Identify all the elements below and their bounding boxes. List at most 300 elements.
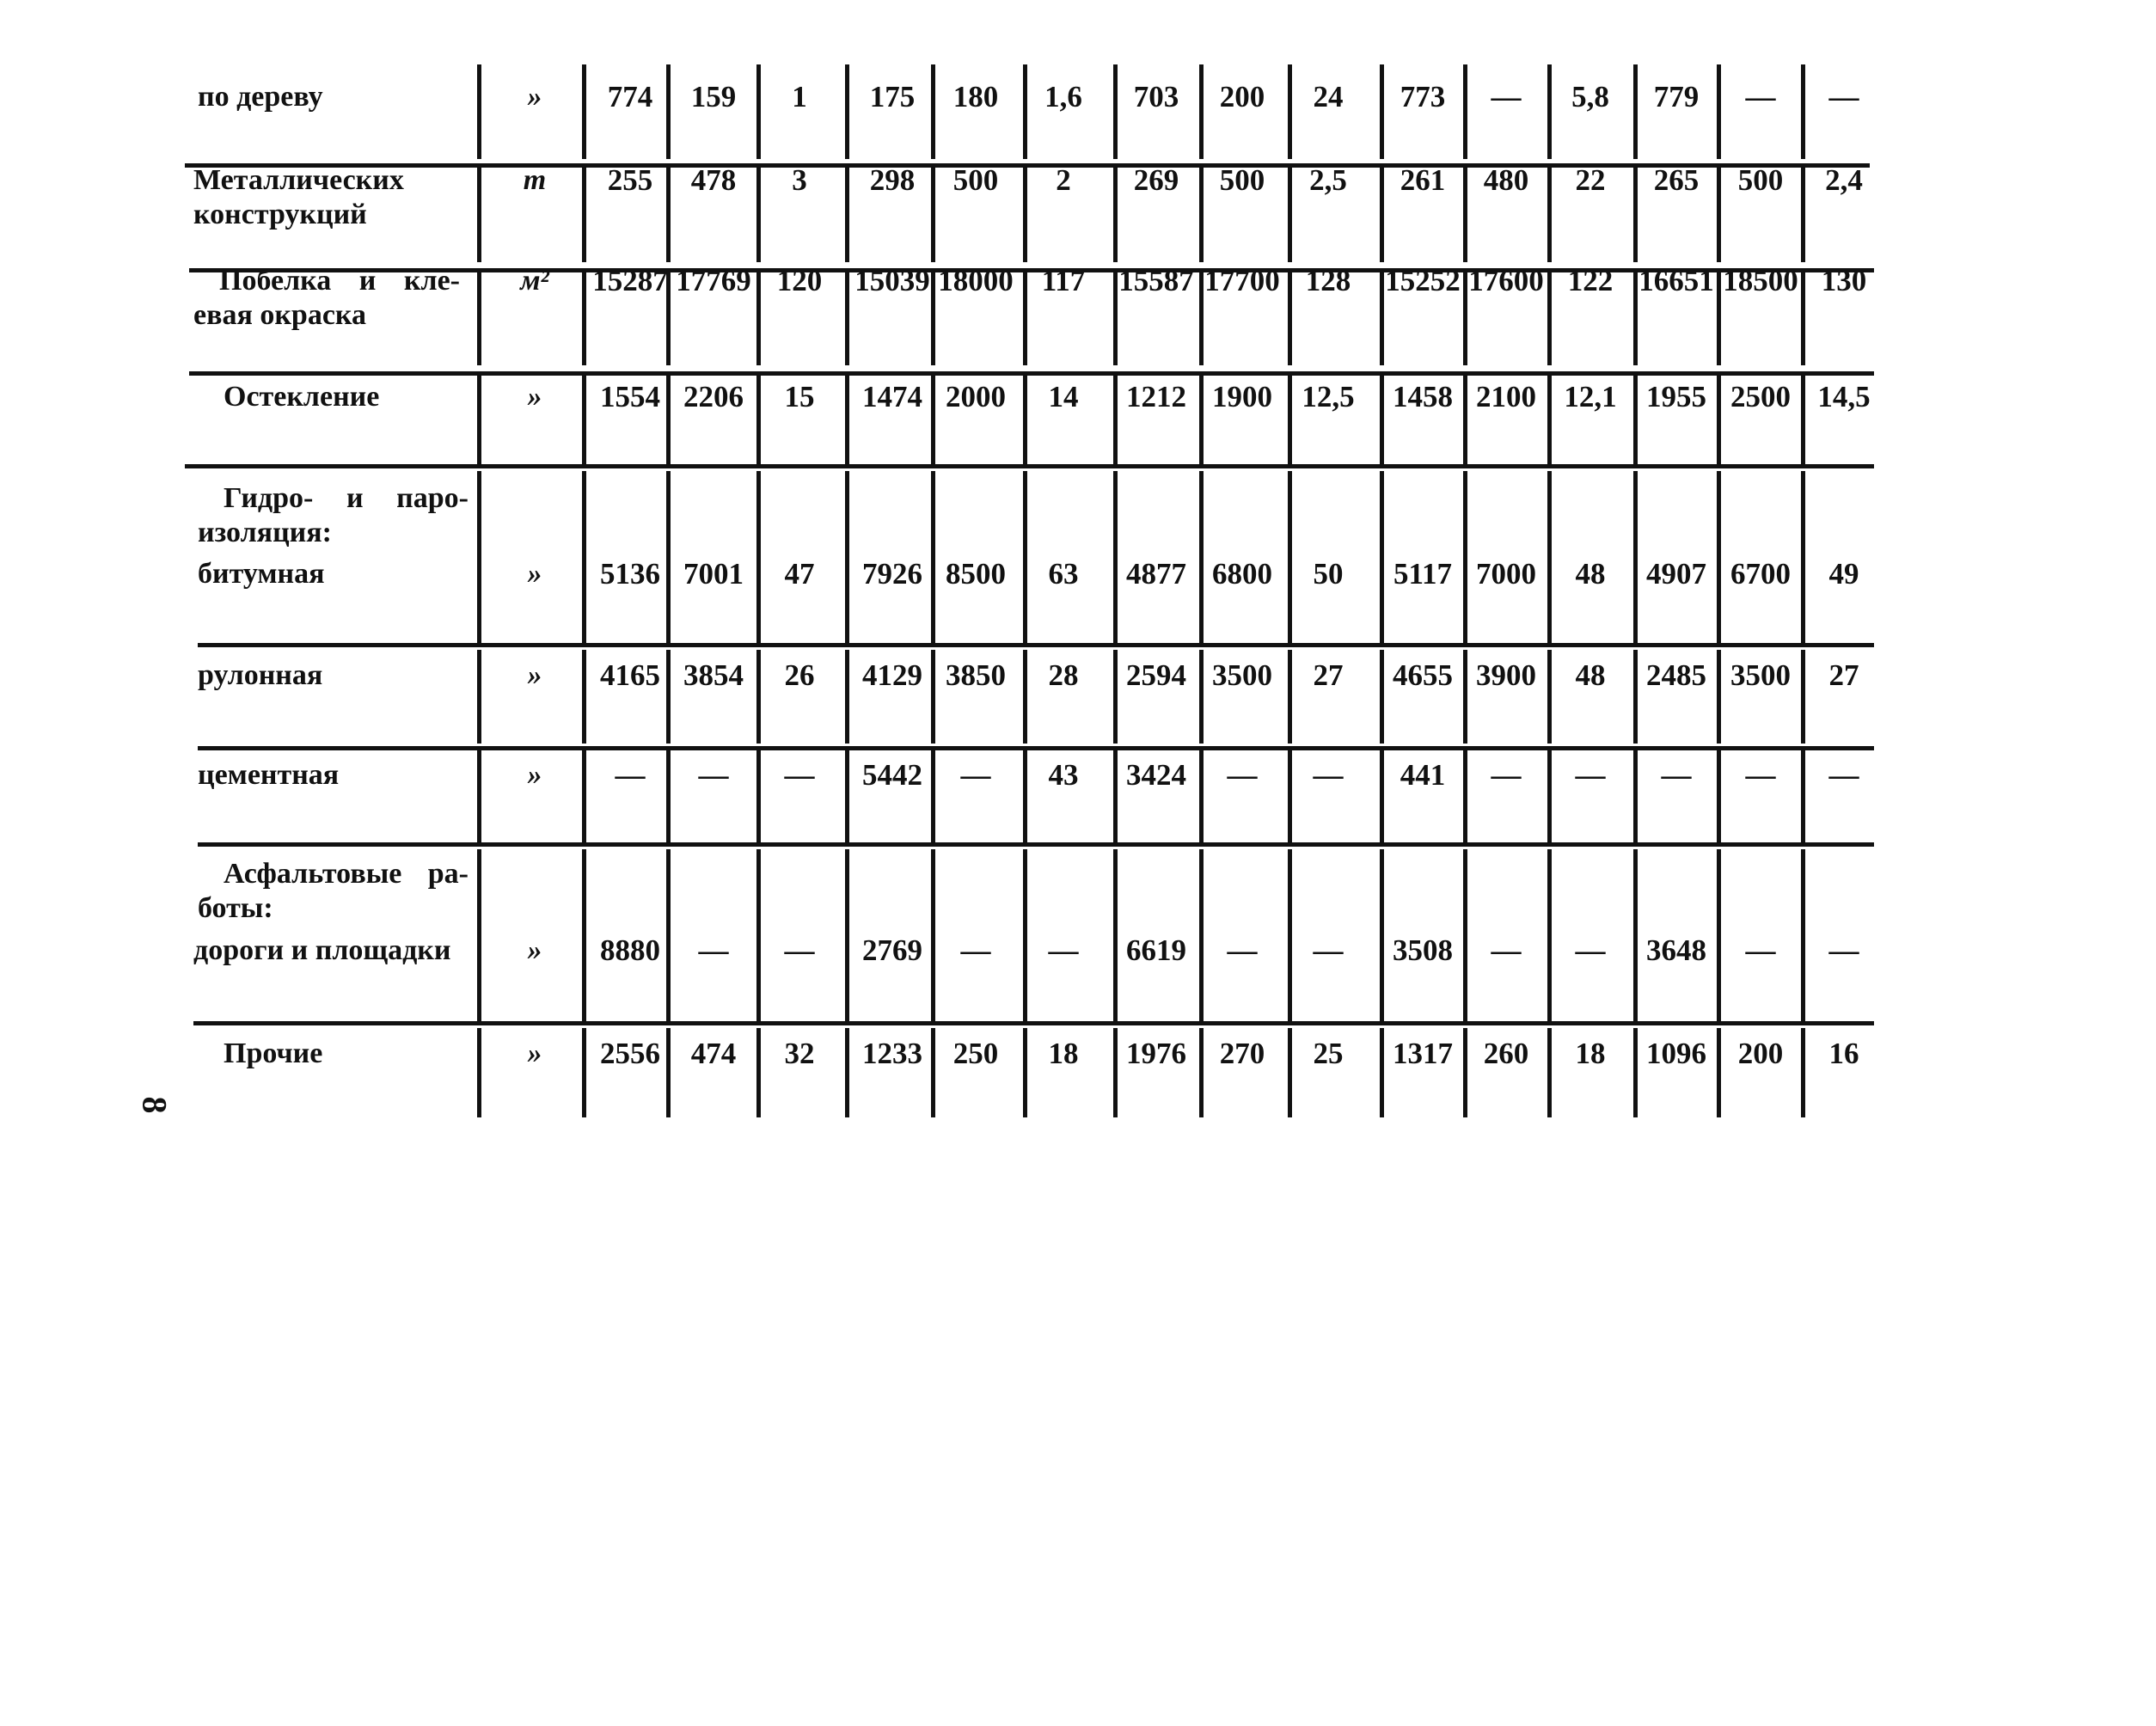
column-divider xyxy=(1717,471,1721,645)
table-cell: — xyxy=(1575,758,1606,792)
table-cell: 28 xyxy=(1048,658,1079,692)
column-divider xyxy=(1288,650,1292,744)
table-cell: — xyxy=(1661,758,1692,792)
table-cell: — xyxy=(1227,758,1258,792)
column-divider xyxy=(1199,750,1204,842)
column-divider xyxy=(931,750,935,842)
column-divider xyxy=(477,163,481,262)
table-cell: 2,4 xyxy=(1825,163,1863,197)
column-divider xyxy=(1801,650,1805,744)
table-cell: 500 xyxy=(952,163,999,197)
table-cell: 14,5 xyxy=(1817,380,1871,413)
table-cell: 18500 xyxy=(1723,264,1798,297)
column-divider xyxy=(1463,64,1467,159)
column-divider xyxy=(1380,64,1384,159)
table-cell: 17700 xyxy=(1204,264,1280,297)
column-divider xyxy=(1801,849,1805,1023)
column-divider xyxy=(845,1028,849,1117)
column-divider xyxy=(931,1028,935,1117)
unit-cell: » xyxy=(527,659,542,691)
column-divider xyxy=(1801,163,1805,262)
column-divider xyxy=(1113,750,1118,842)
column-divider xyxy=(756,1028,761,1117)
table-cell: 774 xyxy=(607,80,653,113)
column-divider xyxy=(1380,163,1384,262)
column-divider xyxy=(1023,371,1027,464)
row-divider xyxy=(198,643,1874,647)
row-divider xyxy=(198,842,1874,847)
column-divider xyxy=(1463,650,1467,744)
table-cell: 773 xyxy=(1400,80,1446,113)
unit-cell: т xyxy=(523,164,547,196)
column-divider xyxy=(1633,471,1638,645)
table-cell: 4129 xyxy=(862,658,922,692)
column-divider xyxy=(477,650,481,744)
table-cell: 3500 xyxy=(1212,658,1272,692)
column-divider xyxy=(845,64,849,159)
column-divider xyxy=(582,849,586,1023)
column-divider xyxy=(666,750,671,842)
column-divider xyxy=(1547,371,1552,464)
column-divider xyxy=(477,268,481,365)
column-divider xyxy=(1547,64,1552,159)
table-cell: 2000 xyxy=(946,380,1006,413)
column-divider xyxy=(1633,268,1638,365)
table-cell: 480 xyxy=(1483,163,1529,197)
column-divider xyxy=(1199,163,1204,262)
table-cell: 48 xyxy=(1575,658,1606,692)
table-cell: 122 xyxy=(1567,264,1614,297)
table-cell: 5,8 xyxy=(1571,80,1609,113)
table-cell: 8880 xyxy=(600,933,660,967)
table-cell: 32 xyxy=(784,1037,815,1070)
table-cell: 4655 xyxy=(1393,658,1453,692)
table-cell: 500 xyxy=(1737,163,1784,197)
row-label: Металлических xyxy=(193,164,404,196)
table-cell: — xyxy=(698,758,729,792)
column-divider xyxy=(582,471,586,645)
table-cell: 7000 xyxy=(1476,557,1536,591)
table-cell: 255 xyxy=(607,163,653,197)
column-divider xyxy=(931,650,935,744)
table-cell: 17769 xyxy=(676,264,751,297)
column-divider xyxy=(1547,750,1552,842)
table-cell: 47 xyxy=(784,557,815,591)
table-cell: 3500 xyxy=(1730,658,1791,692)
column-divider xyxy=(931,268,935,365)
column-divider xyxy=(845,750,849,842)
column-divider xyxy=(1717,163,1721,262)
table-cell: 2100 xyxy=(1476,380,1536,413)
table-cell: — xyxy=(1575,933,1606,967)
table-cell: 17600 xyxy=(1468,264,1544,297)
table-cell: 270 xyxy=(1219,1037,1265,1070)
table-cell: 27 xyxy=(1313,658,1344,692)
column-divider xyxy=(1463,371,1467,464)
table-cell: 43 xyxy=(1048,758,1079,792)
column-divider xyxy=(1199,471,1204,645)
table-cell: 269 xyxy=(1133,163,1179,197)
table-cell: 2,5 xyxy=(1309,163,1347,197)
row-label: изоляция: xyxy=(198,517,332,548)
table-cell: 250 xyxy=(952,1037,999,1070)
column-divider xyxy=(1199,849,1204,1023)
table-cell: 130 xyxy=(1821,264,1867,297)
table-cell: — xyxy=(1313,758,1344,792)
table-cell: 15 xyxy=(784,380,815,413)
column-divider xyxy=(1547,163,1552,262)
column-divider xyxy=(477,471,481,645)
row-divider xyxy=(189,371,1874,376)
table-cell: 1900 xyxy=(1212,380,1272,413)
column-divider xyxy=(1113,1028,1118,1117)
table-cell: 15039 xyxy=(854,264,930,297)
table-cell: 4877 xyxy=(1126,557,1186,591)
table-cell: 120 xyxy=(776,264,823,297)
table-cell: 24 xyxy=(1313,80,1344,113)
table-cell: 2556 xyxy=(600,1037,660,1070)
table-cell: — xyxy=(615,758,646,792)
table-cell: — xyxy=(1745,933,1776,967)
column-divider xyxy=(931,64,935,159)
column-divider xyxy=(666,371,671,464)
column-divider xyxy=(1717,371,1721,464)
table-cell: 260 xyxy=(1483,1037,1529,1070)
table-cell: 26 xyxy=(784,658,815,692)
table-cell: 1317 xyxy=(1393,1037,1453,1070)
column-divider xyxy=(477,750,481,842)
table-cell: 5136 xyxy=(600,557,660,591)
row-label: конструкций xyxy=(193,199,367,230)
table-cell: — xyxy=(1048,933,1079,967)
table-cell: 1976 xyxy=(1126,1037,1186,1070)
column-divider xyxy=(582,1028,586,1117)
row-label: Побелка и кле- xyxy=(219,265,460,297)
column-divider xyxy=(845,268,849,365)
table-cell: 1 xyxy=(792,80,807,113)
column-divider xyxy=(1023,849,1027,1023)
row-divider xyxy=(185,464,1874,468)
table-cell: — xyxy=(1828,80,1859,113)
column-divider xyxy=(1380,471,1384,645)
column-divider xyxy=(1717,650,1721,744)
table-cell: 18 xyxy=(1575,1037,1606,1070)
table-cell: 265 xyxy=(1653,163,1700,197)
column-divider xyxy=(666,64,671,159)
column-divider xyxy=(1199,64,1204,159)
unit-cell: » xyxy=(527,759,542,791)
table-cell: 16651 xyxy=(1638,264,1714,297)
table-cell: 15587 xyxy=(1118,264,1194,297)
table-cell: 50 xyxy=(1313,557,1344,591)
column-divider xyxy=(477,371,481,464)
table-cell: 1096 xyxy=(1646,1037,1706,1070)
column-divider xyxy=(1633,371,1638,464)
column-divider xyxy=(1717,1028,1721,1117)
table-cell: 2769 xyxy=(862,933,922,967)
unit-cell: » xyxy=(527,381,542,413)
table-cell: 128 xyxy=(1305,264,1351,297)
column-divider xyxy=(1288,750,1292,842)
table-cell: 261 xyxy=(1400,163,1446,197)
column-divider xyxy=(1717,268,1721,365)
column-divider xyxy=(582,268,586,365)
table-cell: 8500 xyxy=(946,557,1006,591)
row-label: битумная xyxy=(198,558,325,590)
table-cell: 180 xyxy=(952,80,999,113)
table-cell: 779 xyxy=(1653,80,1700,113)
column-divider xyxy=(756,650,761,744)
column-divider xyxy=(1113,650,1118,744)
column-divider xyxy=(931,849,935,1023)
table-cell: 3424 xyxy=(1126,758,1186,792)
column-divider xyxy=(756,371,761,464)
column-divider xyxy=(756,163,761,262)
table-cell: 7926 xyxy=(862,557,922,591)
row-label: по дереву xyxy=(198,81,323,113)
column-divider xyxy=(666,163,671,262)
table-cell: — xyxy=(1745,758,1776,792)
table-cell: 200 xyxy=(1737,1037,1784,1070)
table-cell: 4907 xyxy=(1646,557,1706,591)
table-cell: 1458 xyxy=(1393,380,1453,413)
row-divider xyxy=(185,163,1870,168)
table-cell: 4165 xyxy=(600,658,660,692)
column-divider xyxy=(666,1028,671,1117)
column-divider xyxy=(1113,849,1118,1023)
column-divider xyxy=(1633,849,1638,1023)
table-cell: 12,5 xyxy=(1302,380,1355,413)
table-cell: 200 xyxy=(1219,80,1265,113)
column-divider xyxy=(1023,163,1027,262)
table-cell: — xyxy=(1491,80,1522,113)
table-cell: 25 xyxy=(1313,1037,1344,1070)
column-divider xyxy=(582,371,586,464)
table-cell: 1955 xyxy=(1646,380,1706,413)
table-cell: 1233 xyxy=(862,1037,922,1070)
column-divider xyxy=(1023,750,1027,842)
table-cell: 15252 xyxy=(1385,264,1461,297)
table-cell: 14 xyxy=(1048,380,1079,413)
table-cell: 159 xyxy=(690,80,737,113)
column-divider xyxy=(1801,471,1805,645)
table-cell: 6800 xyxy=(1212,557,1272,591)
column-divider xyxy=(1717,849,1721,1023)
table-cell: 175 xyxy=(869,80,916,113)
table-cell: — xyxy=(1313,933,1344,967)
table-cell: 441 xyxy=(1400,758,1446,792)
column-divider xyxy=(756,750,761,842)
column-divider xyxy=(1023,268,1027,365)
column-divider xyxy=(1380,371,1384,464)
table-cell: — xyxy=(1828,933,1859,967)
column-divider xyxy=(1199,650,1204,744)
table-cell: 2594 xyxy=(1126,658,1186,692)
table-cell: 1474 xyxy=(862,380,922,413)
column-divider xyxy=(1633,750,1638,842)
column-divider xyxy=(1547,849,1552,1023)
table-cell: — xyxy=(960,933,991,967)
column-divider xyxy=(1463,849,1467,1023)
table-cell: 1212 xyxy=(1126,380,1186,413)
table-cell: 22 xyxy=(1575,163,1606,197)
table-cell: 2500 xyxy=(1730,380,1791,413)
table-cell: 3 xyxy=(792,163,807,197)
column-divider xyxy=(582,163,586,262)
table-cell: — xyxy=(1491,758,1522,792)
column-divider xyxy=(1547,471,1552,645)
column-divider xyxy=(1288,849,1292,1023)
unit-cell: » xyxy=(527,81,542,113)
row-label: Прочие xyxy=(224,1037,323,1069)
table-cell: 15287 xyxy=(592,264,668,297)
table-cell: 6700 xyxy=(1730,557,1791,591)
column-divider xyxy=(1113,268,1118,365)
column-divider xyxy=(845,471,849,645)
column-divider xyxy=(1463,163,1467,262)
column-divider xyxy=(1633,163,1638,262)
column-divider xyxy=(756,268,761,365)
row-label: цементная xyxy=(198,759,340,791)
column-divider xyxy=(1801,64,1805,159)
table-cell: — xyxy=(784,933,815,967)
unit-cell: » xyxy=(527,1037,542,1069)
table-cell: 5117 xyxy=(1393,557,1453,591)
table-cell: 49 xyxy=(1828,557,1859,591)
column-divider xyxy=(1717,750,1721,842)
row-label: рулонная xyxy=(198,659,323,691)
column-divider xyxy=(1801,750,1805,842)
column-divider xyxy=(582,650,586,744)
table-cell: 3508 xyxy=(1393,933,1453,967)
column-divider xyxy=(1199,1028,1204,1117)
table-cell: 500 xyxy=(1219,163,1265,197)
column-divider xyxy=(1380,750,1384,842)
table-cell: 3900 xyxy=(1476,658,1536,692)
row-label: Гидро- и паро- xyxy=(224,482,469,514)
table-cell: 1554 xyxy=(600,380,660,413)
table-cell: — xyxy=(960,758,991,792)
table-cell: — xyxy=(1745,80,1776,113)
column-divider xyxy=(1113,471,1118,645)
column-divider xyxy=(756,471,761,645)
table-cell: 3648 xyxy=(1646,933,1706,967)
column-divider xyxy=(931,371,935,464)
column-divider xyxy=(477,1028,481,1117)
table-cell: 474 xyxy=(690,1037,737,1070)
column-divider xyxy=(1547,1028,1552,1117)
row-label: евая окраска xyxy=(193,299,367,331)
column-divider xyxy=(1547,650,1552,744)
table-cell: 117 xyxy=(1041,264,1086,297)
row-label: дороги и площадки xyxy=(193,934,451,966)
column-divider xyxy=(1380,650,1384,744)
column-divider xyxy=(1717,64,1721,159)
row-label: Асфальтовые ра- xyxy=(224,858,469,890)
table-cell: — xyxy=(1491,933,1522,967)
column-divider xyxy=(756,64,761,159)
column-divider xyxy=(1633,1028,1638,1117)
column-divider xyxy=(582,64,586,159)
column-divider xyxy=(756,849,761,1023)
column-divider xyxy=(1113,371,1118,464)
column-divider xyxy=(1633,650,1638,744)
column-divider xyxy=(1023,1028,1027,1117)
column-divider xyxy=(1023,650,1027,744)
table-cell: 3854 xyxy=(683,658,744,692)
column-divider xyxy=(845,163,849,262)
table-cell: 63 xyxy=(1048,557,1079,591)
table-cell: 2 xyxy=(1056,163,1071,197)
table-cell: 298 xyxy=(869,163,916,197)
column-divider xyxy=(582,750,586,842)
column-divider xyxy=(1288,163,1292,262)
column-divider xyxy=(666,849,671,1023)
unit-cell: м² xyxy=(520,265,549,297)
table-cell: — xyxy=(784,758,815,792)
column-divider xyxy=(1801,268,1805,365)
table-cell: 1,6 xyxy=(1044,80,1082,113)
page-number: 8 xyxy=(135,1096,175,1114)
table-cell: — xyxy=(1227,933,1258,967)
table-cell: 18 xyxy=(1048,1037,1079,1070)
column-divider xyxy=(1288,371,1292,464)
unit-cell: » xyxy=(527,934,542,966)
row-label: боты: xyxy=(198,892,273,924)
column-divider xyxy=(1288,64,1292,159)
column-divider xyxy=(1380,268,1384,365)
column-divider xyxy=(1288,268,1292,365)
column-divider xyxy=(1288,1028,1292,1117)
column-divider xyxy=(931,163,935,262)
column-divider xyxy=(1380,849,1384,1023)
table-cell: 2206 xyxy=(683,380,744,413)
table-cell: 2485 xyxy=(1646,658,1706,692)
column-divider xyxy=(666,650,671,744)
column-divider xyxy=(1113,163,1118,262)
row-divider xyxy=(193,1021,1874,1025)
column-divider xyxy=(1801,1028,1805,1117)
column-divider xyxy=(477,64,481,159)
table-cell: 12,1 xyxy=(1564,380,1617,413)
table-cell: 478 xyxy=(690,163,737,197)
table-cell: — xyxy=(1828,758,1859,792)
column-divider xyxy=(1199,268,1204,365)
row-label: Остекление xyxy=(224,381,380,413)
column-divider xyxy=(1023,471,1027,645)
column-divider xyxy=(845,849,849,1023)
table-cell: — xyxy=(698,933,729,967)
column-divider xyxy=(1801,371,1805,464)
column-divider xyxy=(1463,471,1467,645)
table-cell: 27 xyxy=(1828,658,1859,692)
column-divider xyxy=(845,371,849,464)
column-divider xyxy=(1463,1028,1467,1117)
table-cell: 703 xyxy=(1133,80,1179,113)
column-divider xyxy=(1023,64,1027,159)
unit-cell: » xyxy=(527,558,542,590)
column-divider xyxy=(666,471,671,645)
table-cell: 3850 xyxy=(946,658,1006,692)
table-cell: 7001 xyxy=(683,557,744,591)
table-cell: 18000 xyxy=(938,264,1014,297)
table-cell: 48 xyxy=(1575,557,1606,591)
column-divider xyxy=(1547,268,1552,365)
column-divider xyxy=(1199,371,1204,464)
column-divider xyxy=(1463,268,1467,365)
column-divider xyxy=(1113,64,1118,159)
column-divider xyxy=(845,650,849,744)
